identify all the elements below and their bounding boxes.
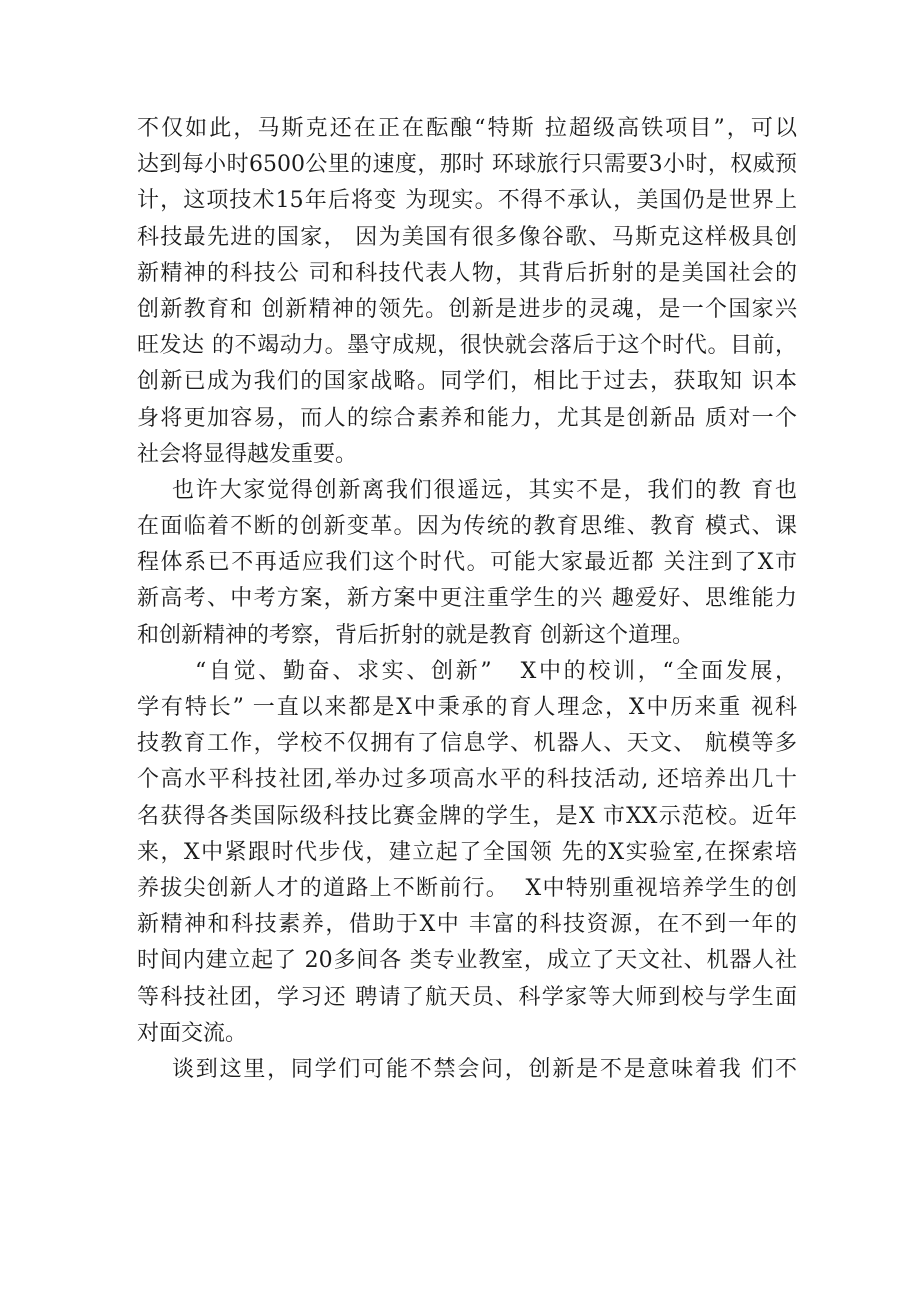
text-line: 谈到这里，同学们可能不禁会问，创新是不是意味着我 们不 bbox=[137, 1056, 797, 1082]
text-line: 个高水平科技社团,举办过多项高水平的科技活动, 还培养出几十 bbox=[137, 767, 797, 793]
text-line: 不仅如此，马斯克还在正在酝酿“特斯 拉超级高铁项目”，可以 bbox=[137, 116, 797, 141]
text-line: 科技最先进的国家， 因为美国有很多像谷歌、马斯克这样极具创 bbox=[137, 224, 797, 250]
text-line: 技教育工作，学校不仅拥有了信息学、机器人、天文、 航模等多 bbox=[137, 731, 797, 757]
text-line: 和创新精神的考察，背后折射的就是教育 创新这个道理。 bbox=[137, 622, 694, 648]
text-line: 程体系已不再适应我们这个时代。可能大家最近都 关注到了X市 bbox=[137, 550, 797, 576]
text-line: 等科技社团，学习还 聘请了航天员、科学家等大师到校与学生面 bbox=[137, 984, 797, 1010]
text-line: 新精神的科技公 司和科技代表人物，其背后折射的是美国社会的 bbox=[137, 260, 797, 286]
text-line: 创新已成为我们的国家战略。同学们，相比于过去，获取知 识本 bbox=[137, 369, 797, 395]
text-line: 对面交流。 bbox=[137, 1020, 248, 1046]
text-line: 在面临着不断的创新变革。因为传统的教育思维、教育 模式、课 bbox=[137, 514, 797, 540]
text-line: 新精神和科技素养，借助于X中 丰富的科技资源，在不到一年的 bbox=[137, 912, 797, 938]
paragraph bbox=[137, 473, 797, 654]
text-line: 名获得各类国际级科技比赛金牌的学生，是X 市XX示范校。近年 bbox=[137, 803, 797, 829]
text-line: 学有特长” 一直以来都是X中秉承的育人理念，X中历来重 视科 bbox=[137, 695, 797, 720]
text-line: 社会将显得越发重要。 bbox=[137, 441, 358, 467]
text-line: 创新教育和 创新精神的领先。创新是进步的灵魂，是一个国家兴 bbox=[137, 296, 797, 322]
text-line: 达到每小时6500公里的速度，那时 环球旅行只需要3小时，权威预 bbox=[137, 152, 797, 178]
text-line: 身将更加容易，而人的综合素养和能力，尤其是创新品 质对一个 bbox=[137, 405, 797, 431]
text-line: 来，X中紧跟时代步伐，建立起了全国领 先的X实验室,在探索培 bbox=[137, 839, 797, 865]
paragraph bbox=[137, 654, 797, 1052]
body-text bbox=[137, 111, 797, 1088]
text-line: 养拔尖创新人才的道路上不断前行。 X中特别重视培养学生的创 bbox=[137, 875, 797, 901]
paragraph bbox=[137, 111, 797, 473]
text-line: 时间内建立起了 20多间各 类专业教室，成立了天文社、机器人社 bbox=[137, 948, 797, 974]
text-line: 计，这项技术15年后将变 为现实。不得不承认，美国仍是世界上 bbox=[137, 188, 797, 214]
paragraph bbox=[137, 1052, 797, 1088]
text-line: “自觉、勤奋、求实、创新” X中的校训，“全面发展， bbox=[137, 658, 797, 684]
text-line: 也许大家觉得创新离我们很遥远，其实不是，我们的教 育也 bbox=[137, 477, 797, 503]
text-line: 旺发达 的不竭动力。墨守成规，很快就会落后于这个时代。目前， bbox=[137, 333, 797, 359]
text-line: 新高考、中考方案，新方案中更注重学生的兴 趣爱好、思维能力 bbox=[137, 586, 797, 612]
